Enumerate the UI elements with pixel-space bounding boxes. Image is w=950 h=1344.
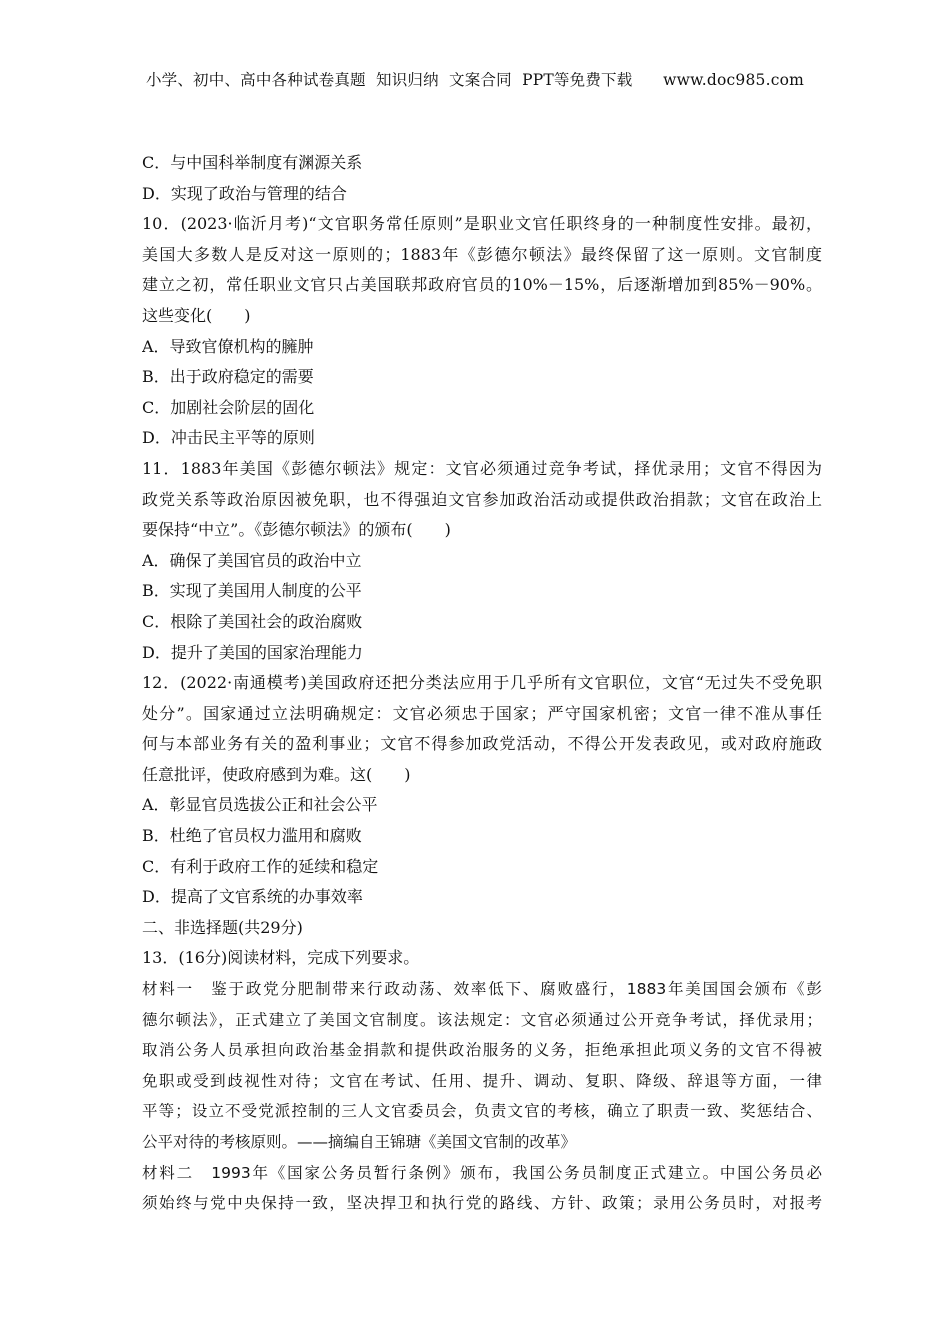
text-line: 处分”。国家通过立法明确规定：文官必须忠于国家；严守国家机密；文官一律不准从事任 bbox=[142, 703, 822, 723]
text-line: D．冲击民主平等的原则 bbox=[142, 428, 315, 448]
text-line: 10．(2023·临沂月考)“文官职务常任原则”是职业文官任职终身的一种制度性安排。最初， bbox=[142, 214, 822, 234]
text-line: A．导致官僚机构的臃肿 bbox=[142, 336, 314, 356]
text-line: 任意批评，使政府感到为难。这( ) bbox=[142, 764, 411, 784]
text-line: 这些变化( ) bbox=[142, 305, 251, 325]
text-line: 12．(2022·南通模考)美国政府还把分类法应用于几乎所有文官职位，文官“无过失不受免职 bbox=[142, 673, 822, 693]
text-line: 政党关系等政治原因被免职，也不得强迫文官参加政治活动或提供政治捐款；文官在政治上 bbox=[142, 489, 822, 509]
text-line: 建立之初，常任职业文官只占美国联邦政府官员的10%－15%，后逐渐增加到85%－90%。 bbox=[142, 275, 822, 295]
text-line: 取消公务人员承担向政治基金捐款和提供政治服务的义务，拒绝承担此项义务的文官不得被 bbox=[142, 1041, 822, 1060]
text-line: C．与中国科举制度有渊源关系 bbox=[142, 153, 363, 172]
text-line: 平等；设立不受党派控制的三人文官委员会，负责文官的考核，确立了职责一致、奖惩结合、 bbox=[142, 1102, 822, 1121]
text-line: 何与本部业务有关的盈利事业；文官不得参加政党活动，不得公开发表政见，或对政府施政 bbox=[142, 734, 822, 754]
text-line: 美国大多数人是反对这一原则的；1883年《彭德尔顿法》最终保留了这一原则。文官制度 bbox=[142, 244, 822, 264]
text-line: 要保持“中立”。《彭德尔顿法》的颁布( ) bbox=[142, 520, 451, 540]
page-header: 小学、初中、高中各种试卷真题 知识归纳 文案合同 PPT等免费下载 www.doc985.com bbox=[145, 71, 805, 89]
text-line: 二、非选择题(共29分) bbox=[142, 917, 303, 937]
text-line: A．确保了美国官员的政治中立 bbox=[142, 550, 362, 570]
text-line: C．有利于政府工作的延续和稳定 bbox=[142, 856, 379, 876]
text-line: 材料二 1993年《国家公务员暂行条例》颁布，我国公务员制度正式建立。中国公务员必 bbox=[142, 1163, 822, 1182]
text-line: 免职或受到歧视性对待；文官在考试、任用、提升、调动、复职、降级、辞退等方面，一律 bbox=[142, 1071, 822, 1090]
text-line: D．提高了文官系统的办事效率 bbox=[142, 887, 363, 907]
text-line: 11．1883年美国《彭德尔顿法》规定：文官必须通过竞争考试，择优录用；文官不得因为 bbox=[142, 458, 822, 478]
text-line: 德尔顿法》，正式建立了美国文官制度。该法规定：文官必须通过公开竞争考试，择优录用； bbox=[142, 1010, 822, 1029]
text-line: 须始终与党中央保持一致，坚决捍卫和执行党的路线、方针、政策；录用公务员时，对报考 bbox=[142, 1194, 822, 1213]
document-body bbox=[142, 148, 822, 1219]
text-line: B．实现了美国用人制度的公平 bbox=[142, 581, 362, 601]
text-line: D．提升了美国的国家治理能力 bbox=[142, 642, 363, 662]
text-line: C．加剧社会阶层的固化 bbox=[142, 397, 315, 417]
text-line: B．杜绝了官员权力滥用和腐败 bbox=[142, 826, 362, 846]
text-line: B．出于政府稳定的需要 bbox=[142, 367, 314, 387]
text-line: 13．(16分)阅读材料，完成下列要求。 bbox=[142, 948, 420, 968]
text-line: C．根除了美国社会的政治腐败 bbox=[142, 611, 363, 631]
text-line: A．彰显官员选拔公正和社会公平 bbox=[142, 795, 378, 815]
text-line: 公平对待的考核原则。——摘编自王锦瑭《美国文官制的改革》 bbox=[142, 1133, 577, 1151]
text-line: D．实现了政治与管理的结合 bbox=[142, 183, 347, 203]
text-line: 材料一 鉴于政党分肥制带来行政动荡、效率低下、腐败盛行，1883年美国国会颁布《彭 bbox=[142, 980, 822, 999]
